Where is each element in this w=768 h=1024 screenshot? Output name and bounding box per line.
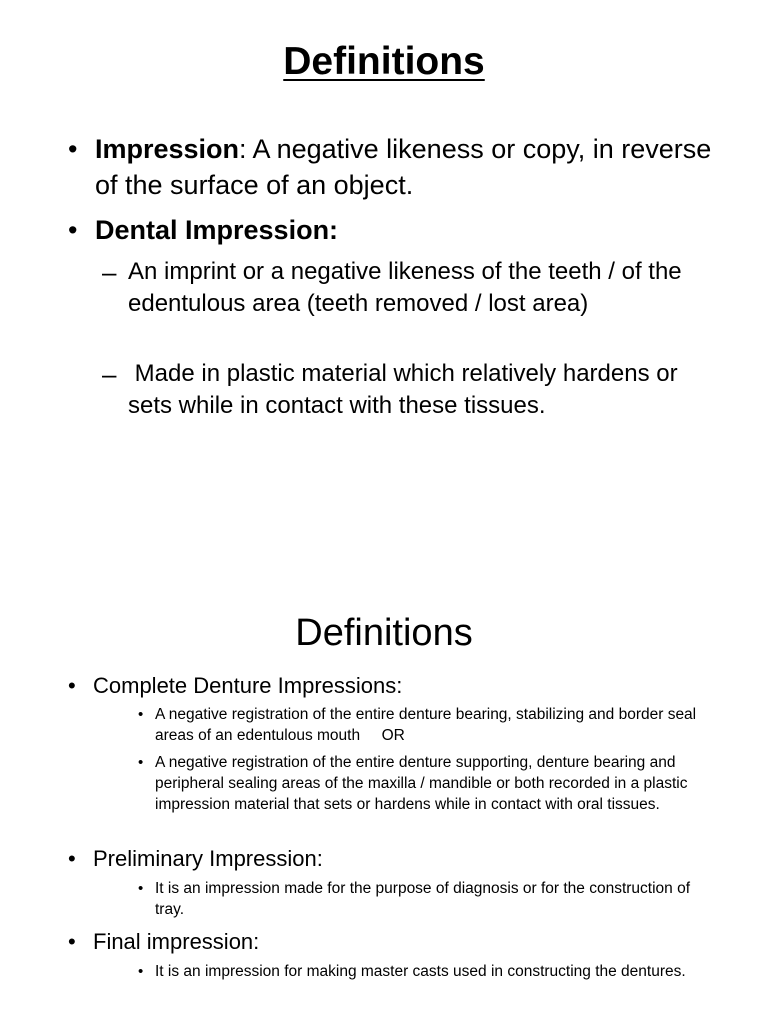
dash-icon: – — [102, 359, 117, 389]
final-impression-label: Final impression: — [93, 929, 260, 954]
dash-icon: – — [102, 257, 117, 287]
impression-definition: : A negative likeness or copy, in reverse of the surface of an object. — [95, 134, 712, 200]
bullet-icon: • — [68, 134, 78, 164]
complete-denture-subitem-text: A negative registration of the entire denture bearing, stabilizing and border seal areas of an edentulous mouth OR — [155, 706, 701, 744]
preliminary-impression-subitem — [138, 878, 718, 920]
dental-impression-subitem — [102, 358, 722, 422]
preliminary-impression-label: Preliminary Impression: — [93, 846, 323, 871]
complete-denture-item — [68, 672, 728, 700]
bullet-icon: • — [138, 706, 144, 723]
dental-impression-subitem-text: An imprint or a negative likeness of the teeth / of the edentulous area (teeth removed / lost area) — [128, 258, 682, 317]
complete-denture-subitem-text: A negative registration of the entire denture supporting, denture bearing and peripheral sealing areas of the maxilla / mandible or both recorded in a plastic impression material that sets or hardens while in contact with oral tissues. — [155, 754, 688, 813]
bullet-icon: • — [68, 929, 76, 954]
complete-denture-label: Complete Denture Impressions: — [93, 673, 403, 698]
bullet-icon: • — [68, 673, 76, 698]
final-impression-subitem — [138, 961, 718, 982]
impression-term: Impression — [95, 134, 240, 164]
final-impression-subitem-text: It is an impression for making master casts used in constructing the dentures. — [155, 963, 686, 980]
preliminary-impression-item — [68, 845, 728, 873]
bullet-icon: • — [138, 963, 144, 980]
bullet-icon: • — [138, 880, 144, 897]
slide-2 — [0, 512, 768, 1024]
bullet-icon: • — [68, 215, 78, 245]
dental-impression-term: Dental Impression: — [95, 215, 339, 245]
dental-impression-item — [68, 212, 728, 248]
final-impression-item — [68, 928, 728, 956]
impression-item — [68, 131, 728, 203]
complete-denture-subitem — [138, 704, 718, 746]
bullet-icon: • — [138, 754, 144, 771]
slide-2-title: Definitions — [295, 612, 473, 654]
complete-denture-subitem — [138, 752, 718, 815]
dental-impression-subitem — [102, 256, 722, 320]
preliminary-impression-subitem-text: It is an impression made for the purpose of diagnosis or for the construction of tray. — [155, 880, 691, 918]
dental-impression-subitem-text: Made in plastic material which relatively hardens or sets while in contact with these tissues. — [128, 360, 685, 419]
bullet-icon: • — [68, 846, 76, 871]
slide-1-title: Definitions — [283, 40, 485, 83]
